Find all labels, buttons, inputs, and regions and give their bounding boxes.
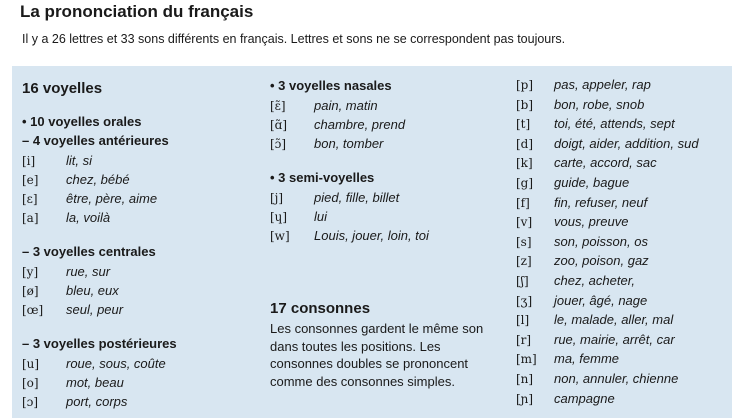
phoneme-examples: non, annuler, chienne xyxy=(554,371,679,386)
phoneme-examples: chambre, prend xyxy=(314,117,406,132)
consonant-row xyxy=(516,390,615,408)
consonant-row xyxy=(516,272,635,290)
consonant-row xyxy=(516,174,629,192)
phoneme-examples: chez, bébé xyxy=(66,172,130,187)
phoneme-examples: jouer, âgé, nage xyxy=(554,292,648,308)
posterior-heading: – 3 voyelles postérieures xyxy=(22,336,177,351)
phoneme-examples: vous, preuve xyxy=(554,214,629,230)
phoneme-symbol: [s] xyxy=(516,234,532,249)
phoneme-examples: bon, tomber xyxy=(314,136,384,151)
consonant-row xyxy=(516,350,619,368)
phoneme-row xyxy=(22,355,166,373)
phoneme-symbol: [ɔ̃] xyxy=(270,137,287,151)
phoneme-symbol: [z] xyxy=(516,254,532,269)
intro-text: Il y a 26 lettres et 33 sons différents en français. Lettres et sons ne se correspondent pas toujours. xyxy=(22,32,566,46)
phoneme-examples: rue, sur xyxy=(66,264,111,279)
semi-vowels-heading: • 3 semi-voyelles xyxy=(270,170,375,185)
consonant-row xyxy=(516,252,649,270)
phoneme-examples: Louis, jouer, loin, toi xyxy=(314,228,429,243)
phoneme-examples: pain, matin xyxy=(314,98,378,113)
page-title: La prononciation du français xyxy=(0,0,290,24)
phoneme-row xyxy=(22,209,110,227)
phoneme-row xyxy=(22,263,110,281)
oral-vowels-heading: • 10 voyelles orales xyxy=(22,114,142,129)
phoneme-examples: fin, refuser, neuf xyxy=(554,194,648,210)
phoneme-examples: lit, si xyxy=(66,153,92,168)
phoneme-symbol: [f] xyxy=(516,195,530,210)
phoneme-symbol: [œ] xyxy=(22,303,44,317)
phoneme-row xyxy=(22,282,119,300)
phoneme-examples: être, père, aime xyxy=(66,191,158,206)
phoneme-symbol: [j] xyxy=(270,191,284,205)
phoneme-row xyxy=(22,171,130,189)
phoneme-symbol: [g] xyxy=(516,176,534,190)
phoneme-examples: port, corps xyxy=(66,394,128,409)
phoneme-symbol: [n] xyxy=(516,372,534,386)
phoneme-symbol: [ɛ̃] xyxy=(270,99,286,113)
phoneme-row xyxy=(22,374,124,392)
phoneme-symbol: [i] xyxy=(22,154,36,168)
phoneme-symbol: [ɛ] xyxy=(22,192,38,206)
phoneme-examples: zoo, poison, gaz xyxy=(554,253,649,269)
phoneme-examples: le, malade, aller, mal xyxy=(554,312,674,328)
consonant-row xyxy=(516,233,648,251)
phoneme-examples: campagne xyxy=(554,390,615,406)
consonant-row xyxy=(516,331,675,349)
phoneme-examples: doigt, aider, addition, sud xyxy=(554,135,699,151)
phoneme-examples: pied, fille, billet xyxy=(314,190,400,205)
phoneme-symbol: [p] xyxy=(516,78,534,92)
phoneme-symbol: [e] xyxy=(22,173,39,187)
consonant-row xyxy=(516,311,673,329)
phoneme-examples: roue, sous, coûte xyxy=(66,356,166,371)
phoneme-row xyxy=(22,301,123,319)
consonant-row xyxy=(516,115,675,133)
phonetics-panel xyxy=(12,66,732,418)
phoneme-symbol: [t] xyxy=(516,117,531,132)
consonants-heading: 17 consonnes xyxy=(270,300,371,317)
phoneme-symbol: [ø] xyxy=(22,284,39,298)
phoneme-symbol: [ɲ] xyxy=(516,391,534,406)
phoneme-symbol: [d] xyxy=(516,136,534,151)
phoneme-row xyxy=(270,135,383,153)
phoneme-examples: mot, beau xyxy=(66,375,124,390)
phoneme-symbol: [u] xyxy=(22,357,40,371)
phoneme-row xyxy=(270,208,327,226)
phoneme-symbol: [k] xyxy=(516,156,533,171)
consonant-row xyxy=(516,96,644,114)
phoneme-examples: carte, accord, sac xyxy=(554,155,657,171)
consonant-row xyxy=(516,194,647,212)
phoneme-examples: rue, mairie, arrêt, car xyxy=(554,331,675,347)
phoneme-symbol: [ʒ] xyxy=(516,293,533,308)
phoneme-examples: guide, bague xyxy=(554,175,630,190)
phoneme-row xyxy=(22,190,157,208)
phoneme-examples: bon, robe, snob xyxy=(554,96,645,112)
phoneme-examples: chez, acheter, xyxy=(554,273,635,288)
phoneme-row xyxy=(270,116,405,134)
phoneme-symbol: [y] xyxy=(22,265,39,279)
phoneme-symbol: [r] xyxy=(516,332,532,347)
phoneme-symbol: [ʃ] xyxy=(516,274,529,288)
consonant-row xyxy=(516,76,651,94)
phoneme-row xyxy=(270,227,429,245)
phoneme-symbol: [w] xyxy=(270,229,290,243)
vowels-heading: 16 voyelles xyxy=(22,80,103,97)
phoneme-symbol: [a] xyxy=(22,211,39,225)
consonants-description: Les consonnes gardent le même son dans toutes les positions. Les consonnes doubles se prononcent comme des consonnes simples. xyxy=(270,321,484,389)
phoneme-symbol: [v] xyxy=(516,215,533,230)
phoneme-examples: pas, appeler, rap xyxy=(554,77,651,92)
phoneme-examples: lui xyxy=(314,209,328,224)
phoneme-examples: bleu, eux xyxy=(66,283,119,298)
consonant-row xyxy=(516,154,657,172)
phoneme-symbol: [ɥ] xyxy=(270,210,288,224)
phoneme-symbol: [o] xyxy=(22,376,39,390)
nasal-heading: • 3 voyelles nasales xyxy=(270,78,392,93)
consonant-row xyxy=(516,292,647,310)
consonant-row xyxy=(516,135,699,153)
phoneme-symbol: [b] xyxy=(516,97,534,112)
anterior-heading: – 4 voyelles antérieures xyxy=(22,133,169,148)
central-heading: – 3 voyelles centrales xyxy=(22,244,156,259)
phoneme-symbol: [ɑ̃] xyxy=(270,118,288,132)
phoneme-row xyxy=(22,393,127,411)
phoneme-examples: toi, été, attends, sept xyxy=(554,116,675,132)
phoneme-examples: son, poisson, os xyxy=(554,233,648,249)
phoneme-examples: la, voilà xyxy=(66,210,111,225)
consonant-row xyxy=(516,370,678,388)
phoneme-row xyxy=(22,152,92,170)
phoneme-row xyxy=(270,97,378,115)
phoneme-row xyxy=(270,189,399,207)
phoneme-examples: ma, femme xyxy=(554,351,620,367)
phoneme-symbol: [l] xyxy=(516,313,530,328)
phoneme-symbol: [m] xyxy=(516,352,537,367)
phoneme-symbol: [ɔ] xyxy=(22,395,39,409)
consonant-row xyxy=(516,213,628,231)
phoneme-examples: seul, peur xyxy=(66,302,124,317)
